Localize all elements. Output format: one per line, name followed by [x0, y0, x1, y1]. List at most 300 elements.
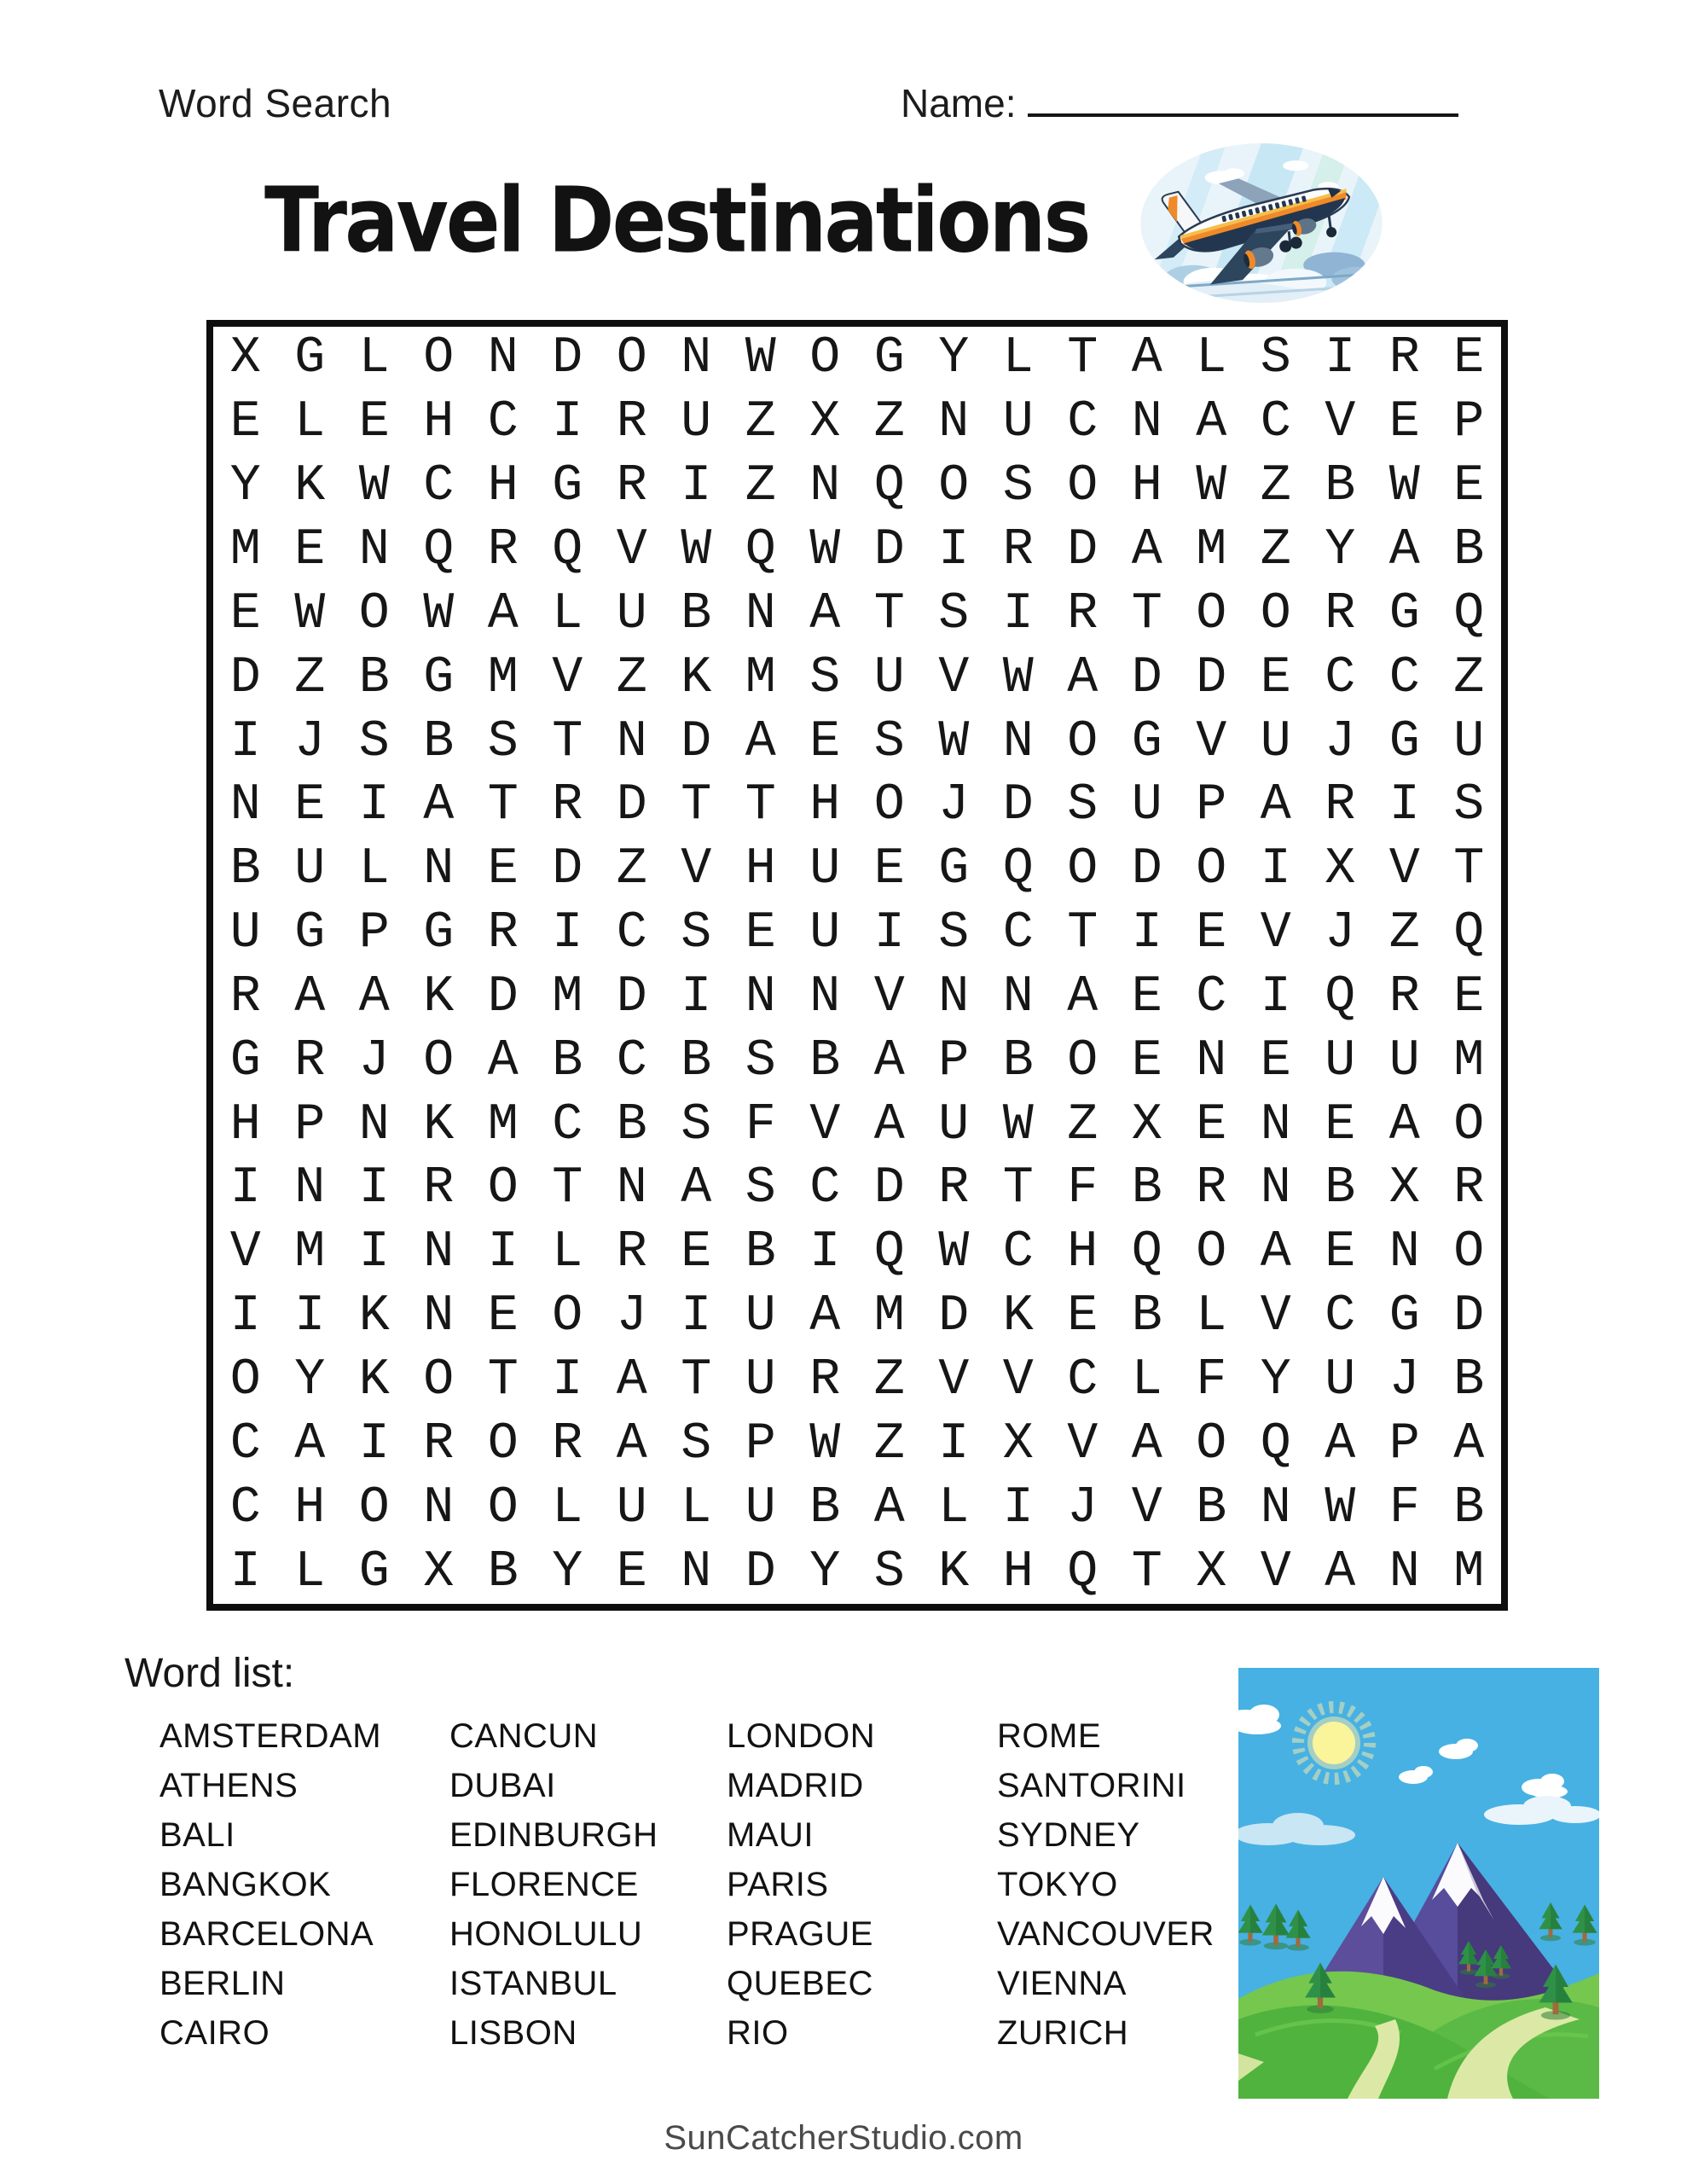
grid-cell: N	[681, 329, 712, 388]
grid-cell: E	[358, 393, 390, 452]
grid-cell: A	[1260, 776, 1291, 835]
grid-cell: A	[809, 584, 841, 643]
grid-cell: A	[1260, 1223, 1291, 1282]
grid-cell: P	[1453, 393, 1485, 452]
grid-cell: U	[745, 1287, 776, 1346]
grid-cell: N	[423, 1287, 455, 1346]
grid-cell: O	[552, 1287, 583, 1346]
grid-cell: V	[1388, 840, 1420, 899]
grid-cell: G	[294, 904, 326, 963]
landscape-illustration	[1238, 1668, 1599, 2099]
grid-cell: W	[1196, 457, 1227, 516]
grid-cell: O	[1196, 584, 1227, 643]
grid-cell: E	[1325, 1223, 1356, 1282]
grid-cell: O	[1196, 840, 1227, 899]
word-list-column	[159, 1711, 449, 2058]
grid-cell: E	[1131, 1031, 1162, 1090]
grid-cell: B	[1131, 1159, 1162, 1218]
grid-cell: U	[681, 393, 712, 452]
grid-cell: O	[487, 1414, 519, 1473]
grid-cell: D	[938, 1287, 970, 1346]
grid-cell: L	[1002, 329, 1034, 388]
grid-cell: Z	[616, 840, 647, 899]
grid-cell: D	[1131, 840, 1162, 899]
grid-cell: M	[487, 648, 519, 707]
grid-cell: J	[358, 1031, 390, 1090]
grid-cell: I	[809, 1223, 841, 1282]
word-list-item: ISTANBUL	[449, 1965, 617, 2002]
grid-cell: N	[294, 1159, 326, 1218]
grid-cell: P	[745, 1414, 776, 1473]
word-list-item: LONDON	[727, 1717, 876, 1755]
grid-cell: N	[487, 329, 519, 388]
grid-cell: Q	[552, 520, 583, 579]
grid-cell: A	[423, 776, 455, 835]
grid-cell: I	[229, 712, 261, 771]
grid-cell: O	[1067, 1031, 1099, 1090]
word-search-grid-frame	[206, 320, 1508, 1611]
grid-cell: S	[1002, 457, 1034, 516]
grid-cell: I	[1002, 584, 1034, 643]
grid-cell: A	[809, 1287, 841, 1346]
grid-cell: W	[809, 1414, 841, 1473]
grid-cell: I	[1260, 967, 1291, 1026]
grid-cell: K	[681, 648, 712, 707]
grid-cell: U	[294, 840, 326, 899]
grid-cell: S	[358, 712, 390, 771]
grid-cell: E	[1260, 648, 1291, 707]
grid-cell: G	[1388, 712, 1420, 771]
grid-cell: U	[616, 1478, 647, 1537]
grid-cell: W	[745, 329, 776, 388]
grid-cell: O	[873, 776, 905, 835]
grid-cell: W	[423, 584, 455, 643]
grid-cell: N	[1388, 1223, 1420, 1282]
grid-cell: X	[809, 393, 841, 452]
grid-cell: T	[487, 776, 519, 835]
grid-cell: R	[294, 1031, 326, 1090]
word-list-item: ROME	[997, 1717, 1101, 1755]
grid-cell: R	[616, 1223, 647, 1282]
grid-cell: V	[809, 1095, 841, 1154]
grid-cell: N	[1260, 1478, 1291, 1537]
grid-cell: S	[938, 904, 970, 963]
grid-cell: M	[1453, 1031, 1485, 1090]
grid-cell: D	[1196, 648, 1227, 707]
grid-cell: I	[229, 1159, 261, 1218]
grid-cell: R	[809, 1351, 841, 1410]
word-list-label: Word list:	[125, 1651, 295, 1696]
grid-cell: R	[487, 520, 519, 579]
grid-cell: I	[938, 1414, 970, 1473]
grid-cell: F	[1196, 1351, 1227, 1410]
word-list-item: VIENNA	[997, 1965, 1127, 2002]
grid-cell: Z	[1453, 648, 1485, 707]
grid-cell: R	[487, 904, 519, 963]
grid-cell: V	[1196, 712, 1227, 771]
grid-cell: W	[1002, 648, 1034, 707]
grid-cell: Y	[294, 1351, 326, 1410]
word-list-item: BARCELONA	[159, 1915, 374, 1953]
grid-cell: I	[681, 967, 712, 1026]
word-list-column	[449, 1711, 727, 2058]
grid-cell: Q	[1325, 967, 1356, 1026]
word-list-item: FLORENCE	[449, 1866, 639, 1903]
grid-cell: L	[552, 1223, 583, 1282]
grid-cell: J	[938, 776, 970, 835]
grid-cell: D	[1002, 776, 1034, 835]
grid-cell: G	[423, 648, 455, 707]
word-list-item: SANTORINI	[997, 1767, 1186, 1804]
grid-cell: Z	[616, 648, 647, 707]
grid-cell: T	[745, 776, 776, 835]
grid-cell: L	[358, 329, 390, 388]
grid-cell: I	[681, 1287, 712, 1346]
grid-cell: M	[873, 1287, 905, 1346]
grid-cell: J	[1067, 1478, 1099, 1537]
grid-cell: O	[423, 329, 455, 388]
grid-cell: E	[616, 1542, 647, 1601]
word-list-item: ATHENS	[159, 1767, 299, 1804]
grid-cell: S	[873, 712, 905, 771]
grid-cell: I	[358, 776, 390, 835]
grid-cell: Z	[745, 457, 776, 516]
doc-type-label: Word Search	[159, 81, 392, 125]
grid-cell: V	[1131, 1478, 1162, 1537]
grid-cell: B	[1453, 1351, 1485, 1410]
grid-cell: W	[1002, 1095, 1034, 1154]
grid-cell: T	[1131, 584, 1162, 643]
grid-cell: C	[1325, 648, 1356, 707]
grid-cell: H	[1131, 457, 1162, 516]
word-list-item: VANCOUVER	[997, 1915, 1215, 1953]
grid-cell: B	[423, 712, 455, 771]
grid-cell: C	[1388, 648, 1420, 707]
grid-cell: U	[1453, 712, 1485, 771]
grid-cell: C	[1002, 1223, 1034, 1282]
grid-cell: U	[1388, 1031, 1420, 1090]
grid-cell: A	[1067, 648, 1099, 707]
grid-cell: S	[1453, 776, 1485, 835]
word-list-item: PRAGUE	[727, 1915, 873, 1953]
grid-cell: O	[423, 1351, 455, 1410]
grid-cell: B	[1325, 457, 1356, 516]
grid-cell: O	[1196, 1223, 1227, 1282]
grid-cell: U	[1325, 1351, 1356, 1410]
grid-cell: V	[681, 840, 712, 899]
grid-cell: E	[681, 1223, 712, 1282]
grid-cell: D	[552, 329, 583, 388]
grid-cell: U	[616, 584, 647, 643]
grid-cell: K	[358, 1287, 390, 1346]
grid-cell: A	[873, 1031, 905, 1090]
grid-cell: S	[1260, 329, 1291, 388]
footer-credit: SunCatcherStudio.com	[664, 2119, 1023, 2157]
grid-cell: R	[1388, 329, 1420, 388]
grid-cell: N	[616, 1159, 647, 1218]
grid-cell: A	[1131, 1414, 1162, 1473]
word-list-item: BERLIN	[159, 1965, 286, 2002]
grid-cell: K	[938, 1542, 970, 1601]
grid-cell: I	[229, 1287, 261, 1346]
grid-cell: P	[1388, 1414, 1420, 1473]
grid-cell: D	[616, 967, 647, 1026]
grid-cell: I	[358, 1414, 390, 1473]
grid-cell: R	[1453, 1159, 1485, 1218]
grid-cell: Z	[1067, 1095, 1099, 1154]
grid-cell: O	[938, 457, 970, 516]
grid-cell: G	[873, 329, 905, 388]
grid-cell: B	[616, 1095, 647, 1154]
grid-cell: I	[938, 520, 970, 579]
grid-cell: T	[1453, 840, 1485, 899]
grid-cell: S	[681, 1414, 712, 1473]
grid-cell: A	[616, 1351, 647, 1410]
grid-cell: B	[1325, 1159, 1356, 1218]
grid-cell: A	[616, 1414, 647, 1473]
grid-cell: C	[1067, 1351, 1099, 1410]
grid-cell: D	[229, 648, 261, 707]
grid-cell: F	[745, 1095, 776, 1154]
grid-cell: A	[1453, 1414, 1485, 1473]
grid-cell: N	[938, 967, 970, 1026]
airplane-illustration	[1133, 135, 1390, 311]
word-list-item: RIO	[727, 2014, 789, 2052]
word-list-item: EDINBURGH	[449, 1816, 658, 1854]
word-list-item: ZURICH	[997, 2014, 1129, 2052]
grid-cell: N	[681, 1542, 712, 1601]
grid-cell: X	[1131, 1095, 1162, 1154]
grid-cell: W	[809, 520, 841, 579]
word-list-item: MAUI	[727, 1816, 814, 1854]
grid-cell: I	[1388, 776, 1420, 835]
grid-cell: S	[873, 1542, 905, 1601]
grid-cell: C	[229, 1414, 261, 1473]
grid-cell: R	[229, 967, 261, 1026]
grid-cell: Y	[938, 329, 970, 388]
grid-cell: S	[681, 1095, 712, 1154]
grid-cell: O	[1196, 1414, 1227, 1473]
grid-cell: D	[552, 840, 583, 899]
grid-cell: K	[423, 1095, 455, 1154]
grid-cell: C	[616, 1031, 647, 1090]
grid-cell: J	[616, 1287, 647, 1346]
name-label: Name:	[901, 81, 1017, 125]
grid-cell: N	[1131, 393, 1162, 452]
grid-cell: L	[294, 1542, 326, 1601]
grid-cell: V	[1067, 1414, 1099, 1473]
grid-cell: L	[552, 584, 583, 643]
grid-cell: W	[294, 584, 326, 643]
grid-cell: N	[616, 712, 647, 771]
grid-cell: A	[1325, 1542, 1356, 1601]
grid-cell: L	[1196, 1287, 1227, 1346]
grid-cell: T	[1067, 329, 1099, 388]
grid-cell: O	[487, 1159, 519, 1218]
grid-cell: C	[616, 904, 647, 963]
grid-cell: T	[1002, 1159, 1034, 1218]
grid-cell: V	[1002, 1351, 1034, 1410]
grid-cell: E	[229, 393, 261, 452]
grid-cell: N	[423, 840, 455, 899]
grid-cell: R	[423, 1159, 455, 1218]
grid-cell: E	[1196, 904, 1227, 963]
grid-cell: I	[873, 904, 905, 963]
grid-cell: V	[229, 1223, 261, 1282]
grid-cell: O	[1067, 840, 1099, 899]
grid-cell: R	[423, 1414, 455, 1473]
grid-cell: N	[745, 967, 776, 1026]
grid-cell: O	[229, 1351, 261, 1410]
grid-cell: M	[745, 648, 776, 707]
puzzle-title: Travel Destinations	[264, 169, 1089, 274]
word-list-item: AMSTERDAM	[159, 1717, 382, 1755]
grid-cell: O	[1453, 1223, 1485, 1282]
grid-cell: O	[1260, 584, 1291, 643]
grid-cell: G	[294, 329, 326, 388]
grid-cell: M	[229, 520, 261, 579]
grid-cell: B	[1453, 1478, 1485, 1537]
name-field	[901, 80, 1458, 126]
grid-cell: L	[1196, 329, 1227, 388]
grid-cell: H	[229, 1095, 261, 1154]
grid-cell: E	[1453, 457, 1485, 516]
grid-cell: N	[1196, 1031, 1227, 1090]
grid-cell: N	[358, 520, 390, 579]
grid-cell: B	[229, 840, 261, 899]
grid-cell: W	[938, 1223, 970, 1282]
grid-cell: N	[938, 393, 970, 452]
grid-cell: E	[1067, 1287, 1099, 1346]
grid-cell: I	[358, 1223, 390, 1282]
grid-cell: H	[423, 393, 455, 452]
grid-cell: A	[873, 1095, 905, 1154]
grid-cell: Q	[873, 457, 905, 516]
grid-cell: V	[552, 648, 583, 707]
grid-cell: S	[681, 904, 712, 963]
grid-cell: O	[487, 1478, 519, 1537]
grid-cell: G	[423, 904, 455, 963]
grid-cell: V	[938, 1351, 970, 1410]
grid-cell: E	[1325, 1095, 1356, 1154]
grid-cell: M	[487, 1095, 519, 1154]
grid-cell: J	[294, 712, 326, 771]
word-search-grid	[213, 327, 1501, 1604]
grid-cell: I	[552, 904, 583, 963]
grid-cell: Y	[1260, 1351, 1291, 1410]
word-list-item: BALI	[159, 1816, 235, 1854]
grid-cell: V	[616, 520, 647, 579]
grid-cell: B	[681, 584, 712, 643]
grid-cell: C	[423, 457, 455, 516]
grid-cell: X	[1388, 1159, 1420, 1218]
grid-cell: U	[809, 904, 841, 963]
grid-cell: X	[423, 1542, 455, 1601]
grid-cell: R	[1002, 520, 1034, 579]
grid-cell: G	[552, 457, 583, 516]
grid-cell: N	[809, 457, 841, 516]
grid-cell: Z	[1388, 904, 1420, 963]
grid-cell: L	[358, 840, 390, 899]
grid-cell: H	[809, 776, 841, 835]
grid-cell: A	[873, 1478, 905, 1537]
grid-cell: F	[1388, 1478, 1420, 1537]
grid-cell: K	[1002, 1287, 1034, 1346]
grid-cell: E	[1388, 393, 1420, 452]
grid-cell: B	[809, 1031, 841, 1090]
grid-cell: B	[1196, 1478, 1227, 1537]
grid-cell: C	[552, 1095, 583, 1154]
grid-cell: Q	[745, 520, 776, 579]
grid-cell: T	[1131, 1542, 1162, 1601]
grid-cell: I	[552, 1351, 583, 1410]
grid-cell: T	[552, 712, 583, 771]
grid-cell: T	[1067, 904, 1099, 963]
grid-cell: V	[873, 967, 905, 1026]
grid-cell: M	[1453, 1542, 1485, 1601]
grid-cell: I	[487, 1223, 519, 1282]
grid-cell: J	[1388, 1351, 1420, 1410]
grid-cell: J	[1325, 904, 1356, 963]
word-list-item: CANCUN	[449, 1717, 599, 1755]
grid-cell: A	[1388, 1095, 1420, 1154]
grid-cell: I	[1325, 329, 1356, 388]
word-list-item: CAIRO	[159, 2014, 270, 2052]
grid-cell: V	[1260, 904, 1291, 963]
grid-cell: O	[809, 329, 841, 388]
grid-cell: E	[294, 520, 326, 579]
grid-cell: L	[294, 393, 326, 452]
grid-cell: I	[294, 1287, 326, 1346]
grid-cell: N	[1002, 712, 1034, 771]
grid-cell: K	[423, 967, 455, 1026]
grid-cell: Q	[1260, 1414, 1291, 1473]
word-list-item: SYDNEY	[997, 1816, 1140, 1854]
grid-cell: E	[229, 584, 261, 643]
grid-cell: Y	[552, 1542, 583, 1601]
grid-cell: Q	[873, 1223, 905, 1282]
grid-cell: D	[487, 967, 519, 1026]
grid-cell: J	[1325, 712, 1356, 771]
name-blank-line	[1028, 81, 1458, 117]
grid-cell: E	[294, 776, 326, 835]
grid-cell: B	[552, 1031, 583, 1090]
grid-cell: N	[1388, 1542, 1420, 1601]
grid-cell: A	[1131, 520, 1162, 579]
grid-cell: B	[1453, 520, 1485, 579]
grid-cell: E	[745, 904, 776, 963]
grid-cell: Q	[1131, 1223, 1162, 1282]
grid-cell: A	[358, 967, 390, 1026]
grid-cell: T	[552, 1159, 583, 1218]
grid-cell: T	[487, 1351, 519, 1410]
grid-cell: E	[487, 1287, 519, 1346]
grid-cell: Y	[809, 1542, 841, 1601]
grid-cell: X	[1196, 1542, 1227, 1601]
grid-cell: U	[745, 1351, 776, 1410]
word-list-item: DUBAI	[449, 1767, 556, 1804]
grid-cell: Y	[1325, 520, 1356, 579]
grid-cell: O	[358, 584, 390, 643]
grid-cell: M	[552, 967, 583, 1026]
grid-cell: C	[1067, 393, 1099, 452]
grid-cell: C	[1196, 967, 1227, 1026]
grid-cell: A	[294, 1414, 326, 1473]
grid-cell: O	[1067, 712, 1099, 771]
grid-cell: R	[1325, 584, 1356, 643]
grid-cell: D	[1453, 1287, 1485, 1346]
grid-cell: S	[809, 648, 841, 707]
